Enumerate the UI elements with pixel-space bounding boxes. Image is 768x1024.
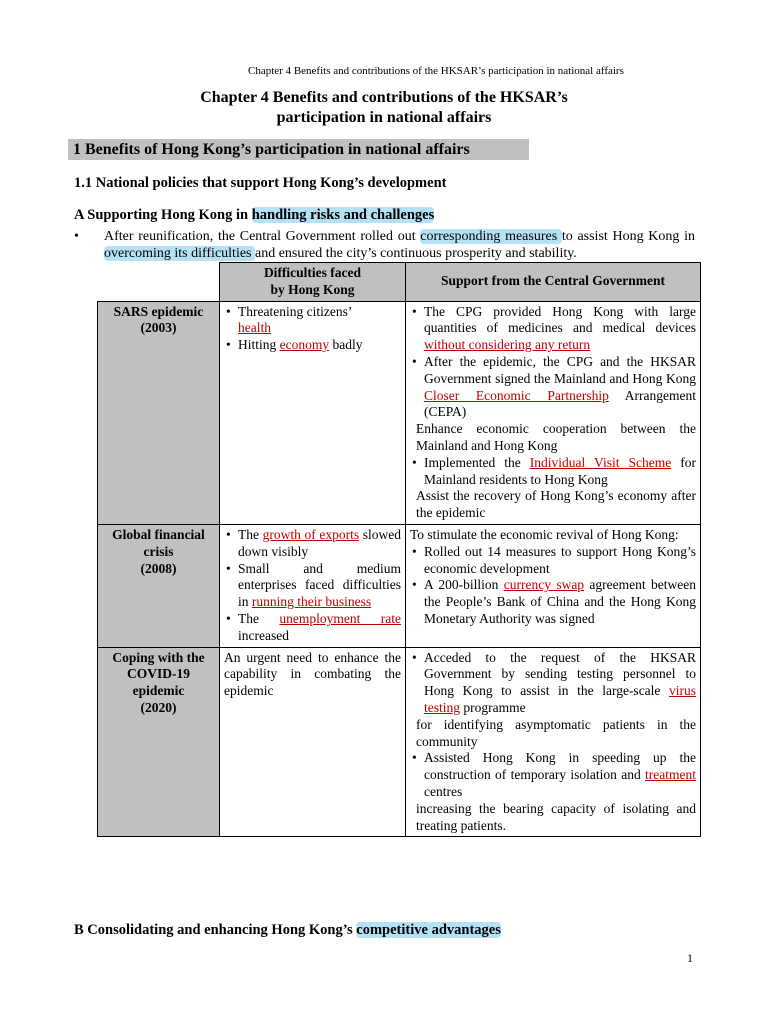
sars-sup1-fill: without considering any return <box>424 337 591 353</box>
gfc-label-line2: crisis <box>143 543 174 559</box>
intro-paragraph <box>104 228 695 262</box>
subsection-b-heading <box>74 922 501 939</box>
gfc-diff2-text: Small and medium enterprises faced difficulties in <box>238 560 401 610</box>
sars-sup2-text: After the epidemic, the CPG and the HKSAR Government signed the Mainland and Hong Kong <box>424 353 696 386</box>
covid-difficulty: An urgent need to enhance the capability in combating the epidemic <box>224 649 401 699</box>
sars-difficulty-2 <box>238 337 401 354</box>
sars-sup3-fill: Individual Visit Scheme <box>529 454 672 470</box>
subsection-a-highlight: handling risks and challenges <box>251 207 435 223</box>
covid-sup1-fill: virus testing <box>424 683 696 715</box>
sars-sup3-text: Implemented the <box>424 454 530 470</box>
subsection-b-highlight: competitive advantages <box>356 922 501 938</box>
gfc-difficulties <box>220 524 406 647</box>
covid-sup1-text: Acceded to the request of the HKSAR Government by sending testing personnel to Hong Kong to assist in the large-scale <box>424 649 696 699</box>
sars-support-1 <box>424 304 696 354</box>
covid-difficulties <box>220 647 406 837</box>
sars-support-3 <box>424 455 696 489</box>
sars-diff2-text: Hitting <box>238 337 280 353</box>
row-label-sars <box>98 301 220 524</box>
gfc-support-2 <box>424 577 696 627</box>
intro-text-3: and ensured the city’s continuous prosperity and stability. <box>255 246 577 261</box>
chapter-title-line2: participation in national affairs <box>276 109 492 126</box>
subsection-a-heading <box>74 207 434 224</box>
gfc-diff2-fill: running their business <box>251 594 372 610</box>
covid-support-1 <box>424 650 696 717</box>
subsection-1-1-heading: 1.1 National policies that support Hong Kong’s development <box>74 175 447 191</box>
table-row-gfc <box>98 524 701 647</box>
covid-label-line2: COVID-19 <box>127 666 190 682</box>
covid-sup2-text-b: centres <box>424 783 463 799</box>
subsection-a-prefix: A Supporting Hong Kong in <box>74 207 252 223</box>
gfc-difficulty-3 <box>238 611 401 645</box>
covid-note-1: for identifying asymptomatic patients in the community <box>416 716 696 749</box>
subsection-b-prefix: B Consolidating and enhancing Hong Kong’s <box>74 922 357 938</box>
intro-text-1: After reunification, the Central Government rolled out <box>104 229 421 244</box>
chapter-title-line1: Chapter 4 Benefits and contributions of the HKSAR’s <box>200 89 568 106</box>
covid-sup2-text: Assisted Hong Kong in speeding up the construction of temporary isolation and <box>424 750 696 783</box>
gfc-diff1-text: The <box>238 526 263 542</box>
sars-note-2: Assist the recovery of Hong Kong’s economy after the epidemic <box>416 488 696 521</box>
sars-sup2-fill: Closer Economic Partnership <box>424 387 609 403</box>
chapter-title <box>0 88 768 128</box>
sars-label-line1: SARS epidemic <box>113 303 204 319</box>
covid-label-line4: (2020) <box>140 699 177 715</box>
sars-sup1-text: The CPG provided Hong Kong with large quantities of medicines and medical devices <box>424 303 696 336</box>
intro-highlight-2: overcoming its difficulties <box>104 246 255 261</box>
header-difficulties-line2: by Hong Kong <box>270 281 355 297</box>
gfc-support-1: • Rolled out 14 measures to support Hong Kong’s economic development <box>424 544 696 578</box>
gfc-difficulty-2 <box>238 561 401 611</box>
table-row-sars <box>98 301 701 524</box>
row-label-covid <box>98 647 220 837</box>
sars-support-2 <box>424 354 696 421</box>
section-1-heading: 1 Benefits of Hong Kong’s participation in national affairs <box>68 139 529 160</box>
sars-sup2-text-b: Arrangement (CEPA) <box>424 387 696 420</box>
sars-support <box>406 301 701 524</box>
gfc-sup2-text: A 200-billion <box>424 577 504 593</box>
covid-note-2: increasing the bearing capacity of isolating and treating patients. <box>416 800 696 833</box>
covid-sup1-text-b: programme <box>460 699 526 715</box>
intro-highlight-1: corresponding measures <box>420 229 562 244</box>
gfc-support <box>406 524 701 647</box>
gfc-sup2-fill: currency swap <box>503 577 585 593</box>
table-row-covid <box>98 647 701 837</box>
gfc-difficulty-1 <box>238 527 401 561</box>
covid-label-line1: Coping with the <box>112 649 205 665</box>
sars-difficulty-1 <box>238 304 401 338</box>
sars-note-1: Enhance economic cooperation between the Mainland and Hong Kong <box>416 421 696 453</box>
covid-sup2-fill: treatment <box>645 767 696 783</box>
gfc-diff3-text: The <box>238 610 280 626</box>
sars-diff1-fill: health <box>238 320 271 336</box>
table-header-row <box>98 263 701 302</box>
gfc-diff1-fill: growth of exports <box>262 526 360 542</box>
intro-text-2: to assist Hong Kong in <box>561 229 695 244</box>
running-header: Chapter 4 Benefits and contributions of the HKSAR’s participation in national affairs <box>248 65 624 77</box>
gfc-label-line3: (2008) <box>140 560 177 576</box>
sars-diff2-fill: economy <box>279 337 330 353</box>
header-difficulties-line1: Difficulties faced <box>263 265 362 280</box>
sars-sup3-text-b: for Mainland residents to Hong Kong <box>424 454 696 487</box>
gfc-diff1-text-b: slowed down visibly <box>238 526 401 559</box>
header-support: Support from the Central Government <box>406 263 701 302</box>
page-number: 1 <box>687 951 693 965</box>
gfc-diff3-text-b: increased <box>238 627 289 643</box>
covid-support-2 <box>424 750 696 800</box>
sars-difficulties <box>220 301 406 524</box>
gfc-support-intro: To stimulate the economic revival of Hong Kong: <box>410 526 679 542</box>
covid-label-line3: epidemic <box>132 683 185 699</box>
gfc-label-line1: Global financial <box>112 526 205 542</box>
covid-support <box>406 647 701 837</box>
sars-label-line2: (2003) <box>140 320 177 336</box>
row-label-gfc <box>98 524 220 647</box>
sars-diff1-text: Threatening citizens’ <box>238 303 353 319</box>
table-corner-cell <box>98 263 220 302</box>
intro-bullet: • <box>74 229 79 244</box>
sars-diff2-text-b: badly <box>329 337 363 353</box>
support-measures-table <box>97 262 701 837</box>
gfc-diff3-fill: unemployment rate <box>279 610 401 626</box>
gfc-sup2-text-b: agreement between the People’s Bank of China and the Hong Kong Monetary Authority was signed <box>424 577 696 626</box>
header-difficulties <box>220 263 406 302</box>
